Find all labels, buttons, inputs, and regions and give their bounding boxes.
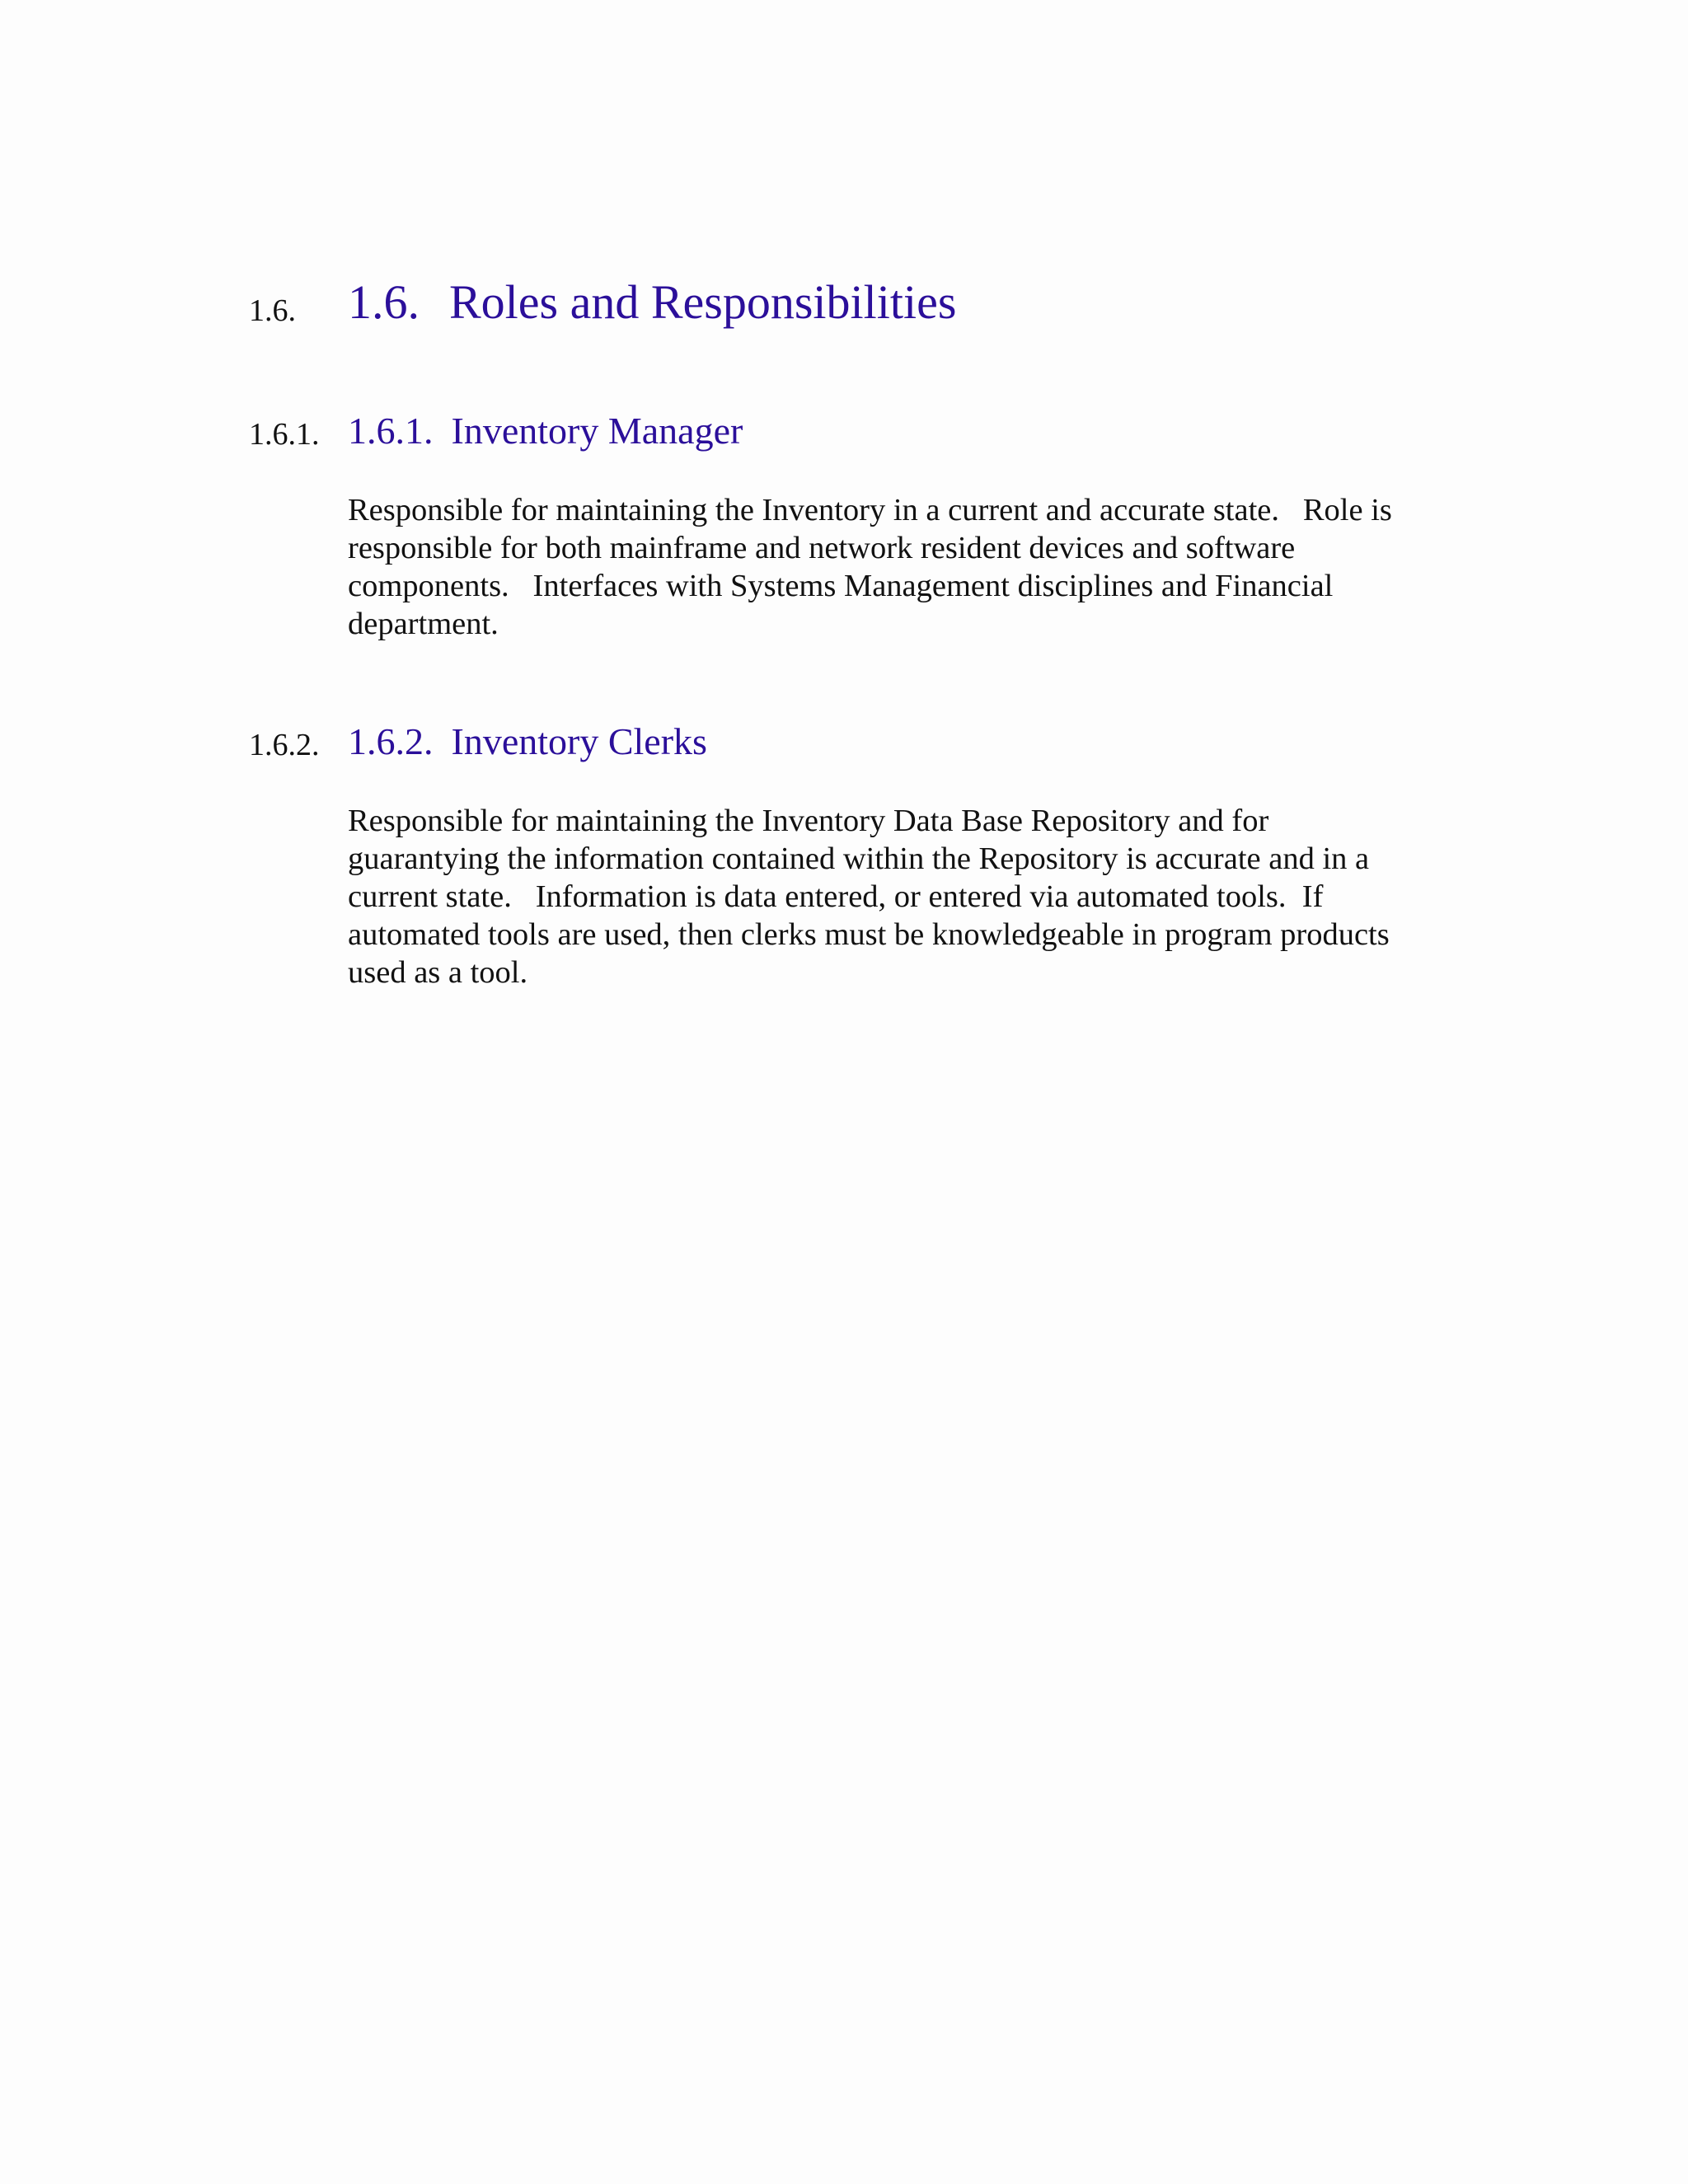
subsection-paragraph: [348, 491, 1452, 643]
subsection-margin-number: 1.6.1.: [249, 417, 320, 452]
subsection-heading-title: Inventory Manager: [451, 410, 743, 452]
section-margin-number: 1.6.: [249, 293, 296, 328]
subsection-heading-number: 1.6.2.: [348, 720, 434, 762]
subsection-margin-number: 1.6.2.: [249, 728, 320, 762]
section-heading-number: 1.6.: [348, 275, 420, 329]
paragraph-line: current state. Information is data entered, or entered via automated tools. If: [348, 879, 1324, 914]
subsection-heading: [348, 720, 707, 762]
paragraph-line: responsible for both mainframe and network resident devices and software: [348, 531, 1296, 565]
paragraph-line: Responsible for maintaining the Inventory Data Base Repository and for: [348, 804, 1269, 838]
paragraph-line: components. Interfaces with Systems Management disciplines and Financial: [348, 569, 1334, 603]
section-heading: [348, 275, 957, 329]
paragraph-line: Responsible for maintaining the Inventory in a current and accurate state. Role is: [348, 493, 1392, 527]
subsection-paragraph: [348, 802, 1452, 991]
paragraph-line: department.: [348, 607, 499, 641]
section-heading-title: Roles and Responsibilities: [449, 275, 957, 329]
paragraph-line: guarantying the information contained within the Repository is accurate and in a: [348, 841, 1370, 876]
subsection-heading-number: 1.6.1.: [348, 410, 434, 452]
subsection-heading: [348, 412, 743, 450]
paragraph-line: used as a tool.: [348, 955, 528, 990]
subsection-heading-title: Inventory Clerks: [451, 720, 707, 762]
paragraph-line: automated tools are used, then clerks must be knowledgeable in program products: [348, 917, 1390, 952]
